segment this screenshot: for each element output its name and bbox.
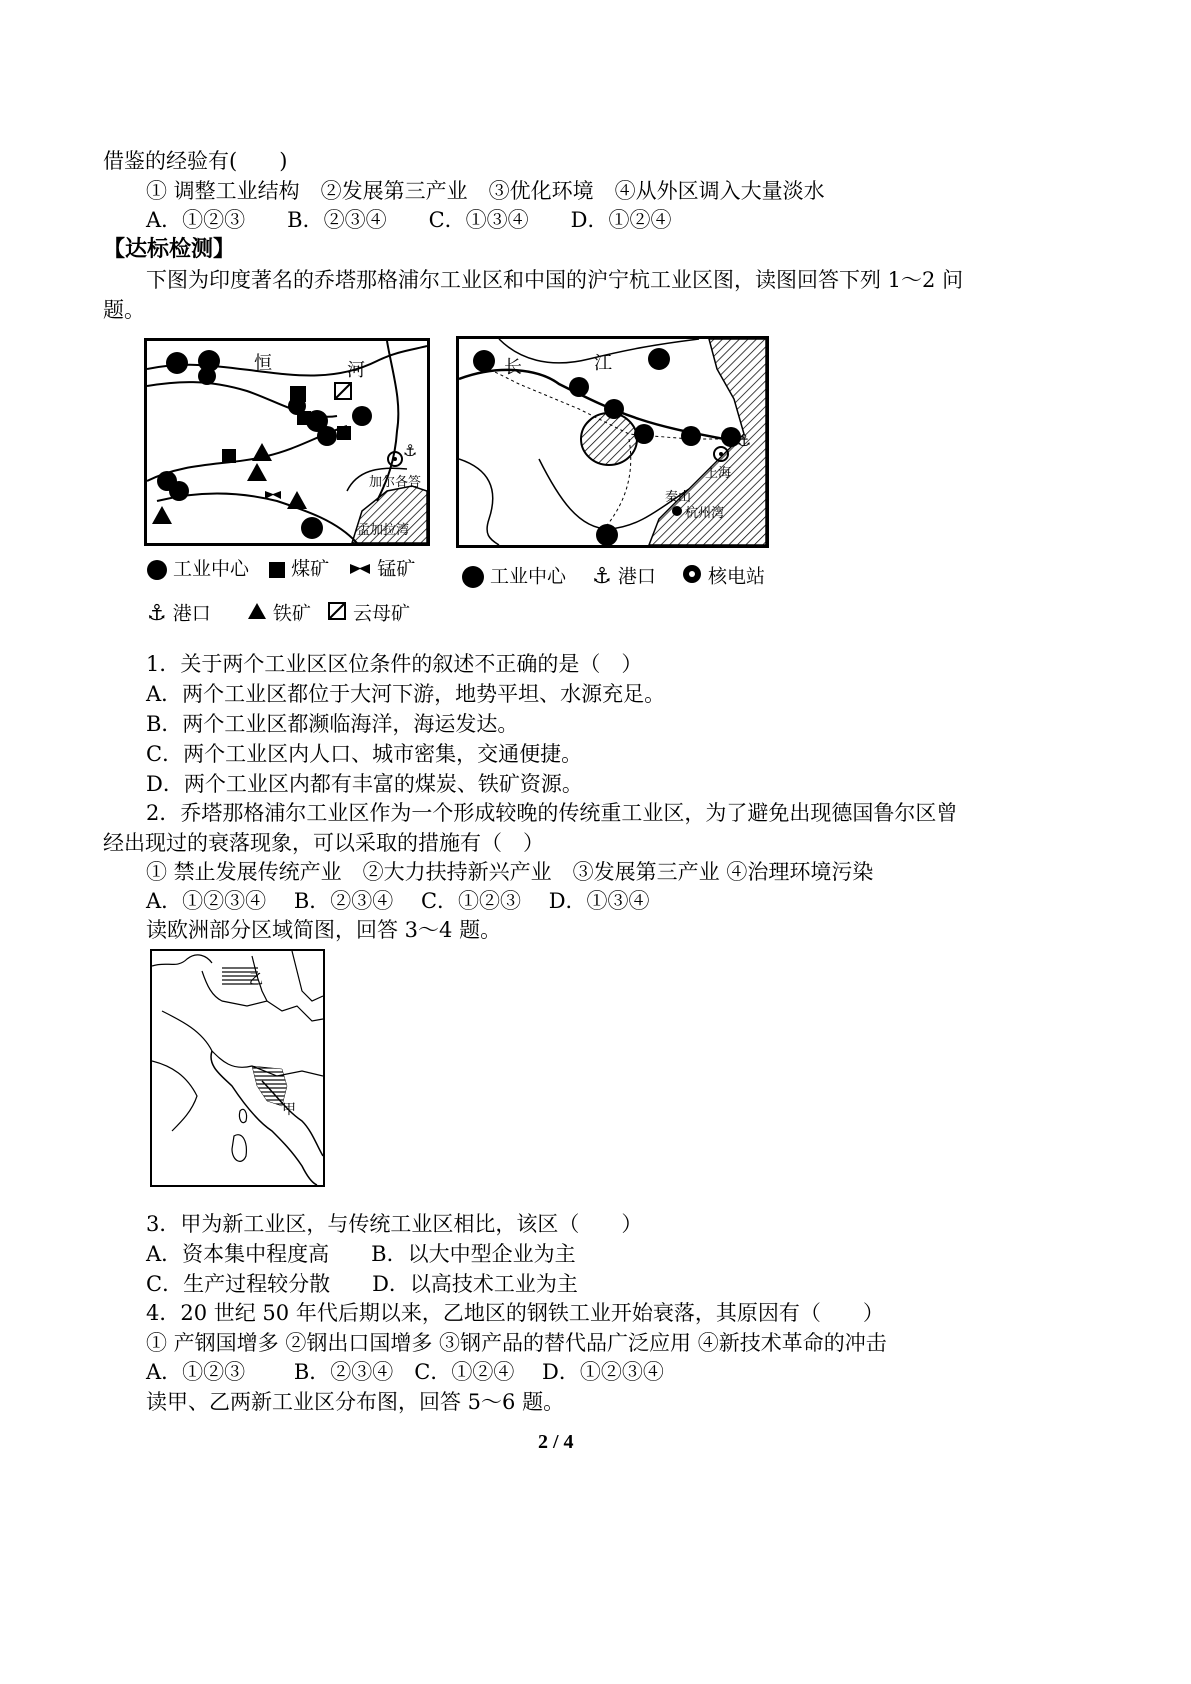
q1-option-a: A．两个工业区都位于大河下游，地势平坦、水源充足。 (146, 682, 666, 706)
q3-options-cd: C．生产过程较分散 D．以高技术工业为主 (146, 1272, 578, 1296)
q4-stem: 4．20 世纪 50 年代后期以来，乙地区的钢铁工业开始衰落，其原因有（ ） (146, 1301, 884, 1325)
legend-manganese: 锰矿 (377, 558, 416, 580)
label-yi: 乙 (249, 972, 263, 988)
iron-icon (247, 602, 267, 626)
q2-answers: A．①②③④ B．②③④ C．①②③ D．①③④ (146, 889, 650, 913)
q1-option-b: B．两个工业区都濒临海洋，海运发达。 (146, 712, 519, 736)
page-number: 2 / 4 (538, 1431, 574, 1453)
label-shanghai: 上海 (705, 466, 732, 481)
label-kolkata: 加尔各答 (369, 475, 422, 490)
label-he: 河 (347, 360, 365, 381)
legend-port-2: 港口 (617, 565, 656, 588)
q3-options-ab: A．资本集中程度高 B．以大中型企业为主 (146, 1242, 576, 1266)
q1-stem: 1．关于两个工业区区位条件的叙述不正确的是（ ） (146, 652, 643, 676)
q4-options: ① 产钢国增多 ②钢出口国增多 ③钢产品的替代品广泛应用 ④新技术革命的冲击 (146, 1331, 887, 1355)
intro-line-2: 题。 (103, 298, 145, 322)
legend-nuclear: 核电站 (708, 565, 766, 588)
industrial-center-icon (147, 560, 167, 580)
next-map-intro: 读甲、乙两新工业区分布图，回答 5～6 题。 (146, 1390, 565, 1414)
nuclear-plant-icon (682, 564, 702, 590)
prev-question-answers: A．①②③ B．②③④ C．①③④ D．①②④ (146, 208, 672, 232)
q2-stem-2: 经出现过的衰落现象，可以采取的措施有（ ） (103, 831, 544, 855)
label-qinshan: 秦山 (665, 490, 692, 505)
svg-text:⚓: ⚓ (403, 441, 418, 460)
map1-legend-row2 (147, 601, 410, 627)
label-chang: 长 (504, 357, 522, 378)
chota-nagpur-map-drawing (147, 341, 427, 543)
legend-industrial-center: 工业中心 (173, 558, 250, 580)
label-heng: 恒 (254, 353, 272, 374)
hu-ning-hang-map (456, 336, 769, 548)
europe-map-intro: 读欧洲部分区域简图，回答 3～4 题。 (146, 918, 502, 942)
europe-map-drawing (152, 951, 323, 1185)
q2-options: ① 禁止发展传统产业 ②大力扶持新兴产业 ③发展第三产业 ④治理环境污染 (146, 860, 874, 884)
industrial-center-icon (462, 566, 484, 588)
section-title: 【达标检测】 (103, 237, 236, 262)
label-hangzhou-bay: 杭州湾 (685, 506, 725, 521)
prev-question-tail: 借鉴的经验有( ) (103, 149, 288, 173)
q3-stem: 3．甲为新工业区，与传统工业区相比，该区（ ） (146, 1212, 643, 1236)
svg-text:⚓: ⚓ (737, 431, 752, 450)
q2-stem-1: 2．乔塔那格浦尔工业区作为一个形成较晚的传统重工业区，为了避免出现德国鲁尔区曾 (146, 801, 958, 825)
mica-icon (327, 601, 347, 627)
legend-mica: 云母矿 (353, 602, 411, 625)
legend-iron: 铁矿 (272, 602, 311, 625)
q1-option-d: D．两个工业区内都有丰富的煤炭、铁矿资源。 (146, 772, 583, 796)
chota-nagpur-map (144, 338, 430, 546)
manganese-icon (349, 558, 371, 582)
label-bay-of-bengal: 孟加拉湾 (357, 523, 410, 538)
intro-line-1: 下图为印度著名的乔塔那格浦尔工业区和中国的沪宁杭工业区图，读图回答下列 1～2 问 (146, 268, 964, 292)
europe-map (150, 949, 325, 1187)
label-jia: 甲 (282, 1102, 296, 1118)
legend-coal: 煤矿 (291, 558, 330, 580)
prev-question-options: ① 调整工业结构 ②发展第三产业 ③优化环境 ④从外区调入大量淡水 (146, 179, 825, 203)
map1-legend-row1 (147, 557, 415, 582)
port-icon: ⚓ (592, 564, 612, 589)
label-jiang: 江 (594, 353, 612, 374)
q1-option-c: C．两个工业区内人口、城市密集，交通便捷。 (146, 742, 583, 766)
coal-icon (269, 562, 285, 578)
port-icon: ⚓ (147, 601, 167, 626)
q4-answers: A．①②③ B．②③④ C．①②④ D．①②③④ (146, 1360, 664, 1384)
hu-ning-hang-map-drawing (459, 339, 766, 545)
map2-legend (462, 564, 765, 590)
legend-port: 港口 (172, 602, 211, 625)
legend-industrial-center-2: 工业中心 (490, 565, 567, 588)
